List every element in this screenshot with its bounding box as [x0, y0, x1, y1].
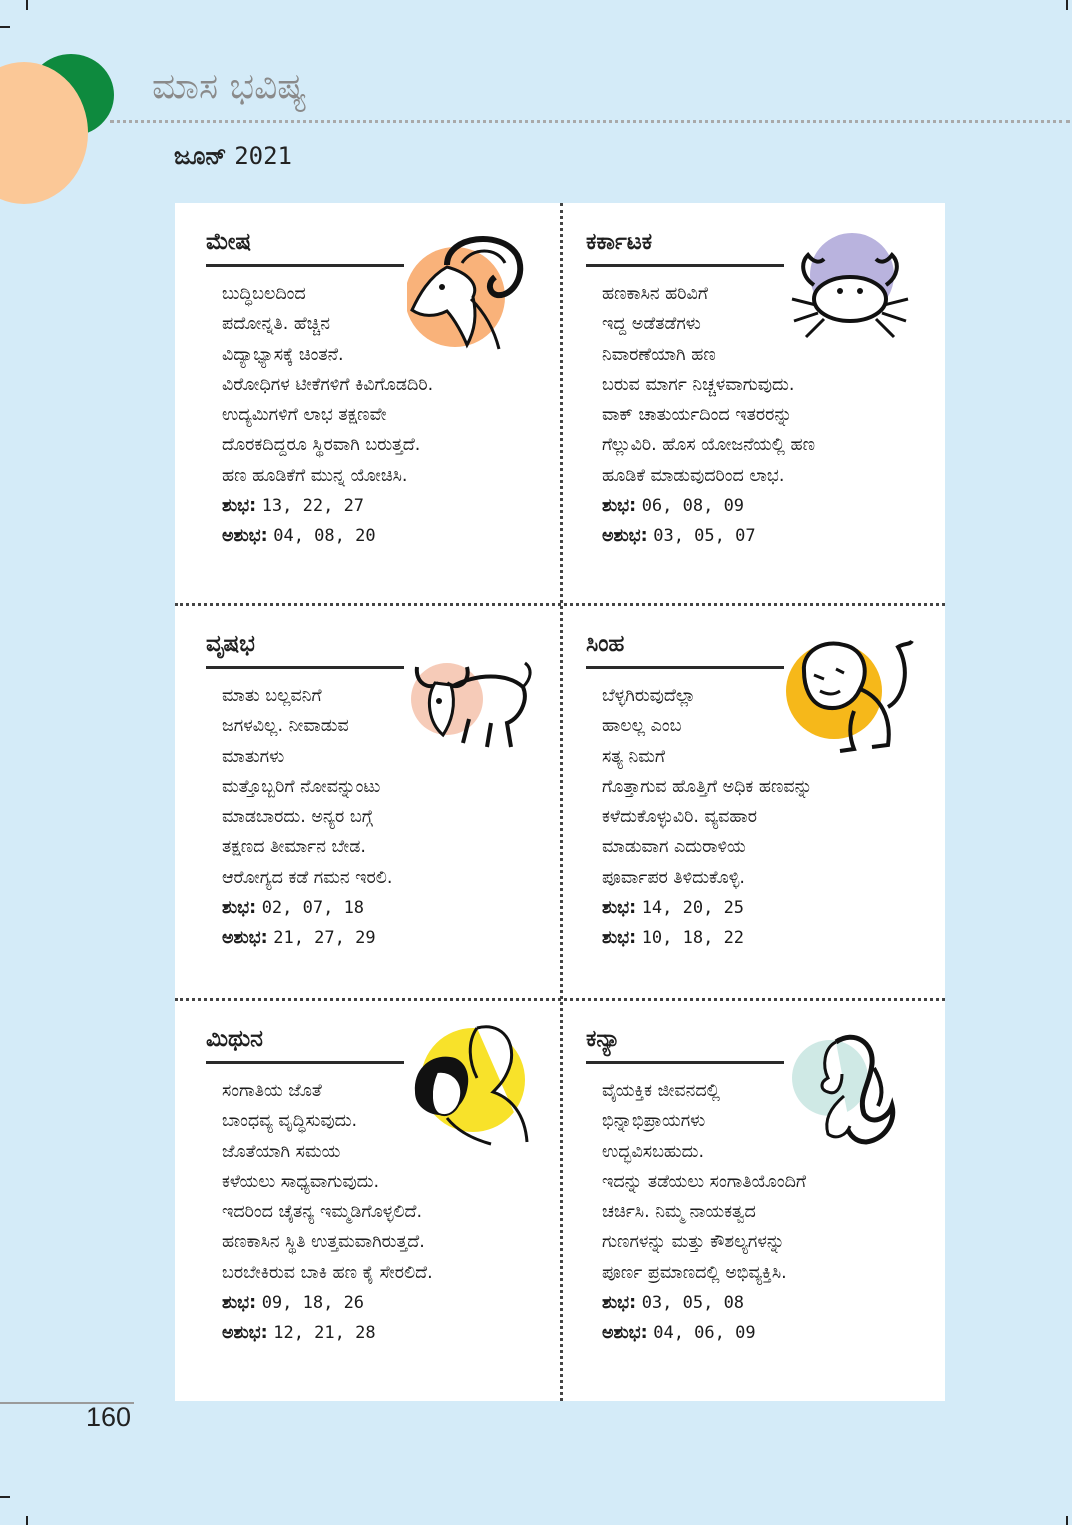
prediction-line: ನಿವಾರಣೆಯಾಗಿ ಹಣ	[602, 344, 716, 365]
sign-prediction	[602, 1076, 932, 1349]
sign-prediction	[222, 1076, 552, 1349]
lucky-label: ಶುಭ:	[222, 898, 257, 919]
sign-underline	[206, 264, 404, 267]
sign-underline	[586, 1061, 784, 1064]
month-heading	[174, 142, 292, 170]
unlucky-label: ಅಶುಭ:	[222, 526, 268, 547]
month-name: ಜೂನ್	[174, 142, 227, 170]
column-divider	[560, 203, 563, 1401]
prediction-line: ಭಿನ್ನಾಭಿಪ್ರಾಯಗಳು	[602, 1111, 706, 1132]
page-number: 160	[86, 1402, 132, 1432]
prediction-line: ಆರೋಗ್ಯದ ಕಡೆ ಗಮನ ಇರಲಿ.	[222, 867, 393, 888]
lucky-dates	[602, 893, 932, 923]
prediction-line: ಪೂರ್ವಾಪರ ತಿಳಿದುಕೊಳ್ಳಿ.	[602, 867, 745, 888]
unlucky-label: ಶುಭ:	[602, 928, 637, 949]
prediction-line: ಪದೋನ್ನತಿ. ಹೆಚ್ಚಿನ	[222, 314, 330, 335]
unlucky-dates	[602, 1318, 932, 1348]
lucky-label: ಶುಭ:	[602, 898, 637, 919]
month-year: 2021	[234, 142, 292, 170]
unlucky-dates	[602, 923, 932, 953]
lucky-value: 13, 22, 27	[261, 496, 365, 517]
prediction-line: ಮಾತು ಬಲ್ಲವನಿಗೆ	[222, 686, 322, 706]
unlucky-value: 04, 08, 20	[273, 526, 376, 547]
prediction-line: ಮಾತುಗಳು	[222, 746, 285, 767]
lucky-value: 06, 08, 09	[641, 496, 745, 517]
prediction-line: ಬುದ್ಧಿಬಲದಿಂದ	[222, 284, 306, 304]
prediction-line: ವಿರೋಧಿಗಳ ಟೀಕೆಗಳಿಗೆ ಕಿವಿಗೊಡದಿರಿ.	[222, 374, 434, 395]
sign-underline	[586, 666, 784, 669]
unlucky-label: ಅಶುಭ:	[222, 928, 268, 949]
unlucky-label: ಅಶುಭ:	[602, 526, 648, 547]
sign-name: ಸಿಂಹ	[586, 631, 625, 657]
prediction-line: ಸಂಗಾತಿಯ ಜೊತೆ	[222, 1081, 322, 1101]
prediction-line: ತಕ್ಷಣದ ತೀರ್ಮಾನ ಬೇಡ.	[222, 837, 366, 858]
prediction-line: ಪೂರ್ಣ ಪ್ರಮಾಣದಲ್ಲಿ ಅಭಿವ್ಯಕ್ತಿಸಿ.	[602, 1262, 787, 1283]
sign-prediction	[602, 681, 932, 954]
unlucky-dates	[602, 521, 932, 551]
crop-mark	[1066, 1516, 1068, 1525]
unlucky-value: 10, 18, 22	[641, 928, 745, 949]
sign-underline	[206, 1061, 404, 1064]
sign-name: ಕರ್ಕಾಟಕ	[586, 229, 653, 255]
prediction-line: ಬಾಂಧವ್ಯ ವೃದ್ಧಿಸುವುದು.	[222, 1111, 358, 1132]
lucky-label: ಶುಭ:	[602, 1293, 637, 1314]
lucky-label: ಶುಭ:	[222, 1293, 257, 1314]
prediction-line: ಗೆಲ್ಲುವಿರಿ. ಹೊಸ ಯೋಜನೆಯಲ್ಲಿ ಹಣ	[602, 435, 816, 456]
unlucky-dates	[222, 1318, 552, 1348]
unlucky-value: 21, 27, 29	[273, 928, 376, 949]
unlucky-label: ಅಶುಭ:	[602, 1323, 648, 1344]
prediction-line: ಕಳೆದುಕೊಳ್ಳುವಿರಿ. ವ್ಯವಹಾರ	[602, 807, 757, 828]
crop-mark	[0, 1496, 10, 1498]
prediction-line: ಮಾಡುವಾಗ ಎದುರಾಳಿಯ	[602, 837, 746, 858]
prediction-line: ಜಗಳವಿಲ್ಲ. ನೀವಾಡುವ	[222, 716, 349, 737]
row-divider	[175, 603, 945, 606]
crop-mark	[26, 0, 28, 10]
crop-mark	[26, 1516, 28, 1525]
prediction-line: ಮಾಡಬಾರದು. ಅನ್ಯರ ಬಗ್ಗೆ	[222, 807, 373, 828]
prediction-line: ಹಣಕಾಸಿನ ಹರಿವಿಗೆ	[602, 284, 708, 304]
prediction-line: ಕಳೆಯಲು ಸಾಧ್ಯವಾಗುವುದು.	[222, 1171, 380, 1192]
prediction-line: ಬರಬೇಕಿರುವ ಬಾಕಿ ಹಣ ಕೈ ಸೇರಲಿದೆ.	[222, 1262, 433, 1283]
page-title: ಮಾಸ ಭವಿಷ್ಯ	[152, 66, 307, 107]
sign-name: ವೃಷಭ	[206, 631, 255, 657]
sign-underline	[586, 264, 784, 267]
lucky-dates	[602, 1288, 932, 1318]
prediction-line: ಗುಣಗಳನ್ನು ಮತ್ತು ಕೌಶಲ್ಯಗಳನ್ನು	[602, 1232, 785, 1253]
prediction-line: ಮತ್ತೊಬ್ಬರಿಗೆ ನೋವನ್ನುಂಟು	[222, 776, 381, 797]
sign-prediction	[222, 279, 552, 552]
row-divider	[175, 998, 945, 1001]
unlucky-label: ಅಶುಭ:	[222, 1323, 268, 1344]
lucky-value: 02, 07, 18	[261, 898, 365, 919]
crop-mark	[0, 26, 10, 28]
prediction-line: ಇದರಿಂದ ಚೈತನ್ಯ ಇಮ್ಮಡಿಗೊಳ್ಳಲಿದೆ.	[222, 1202, 423, 1223]
lucky-dates	[222, 491, 552, 521]
unlucky-value: 04, 06, 09	[653, 1323, 756, 1344]
prediction-line: ಗೊತ್ತಾಗುವ ಹೊತ್ತಿಗೆ ಅಧಿಕ ಹಣವನ್ನು	[602, 776, 813, 797]
prediction-line: ಬರುವ ಮಾರ್ಗ ನಿಚ್ಚಳವಾಗುವುದು.	[602, 374, 795, 395]
prediction-line: ವೈಯಕ್ತಿಕ ಜೀವನದಲ್ಲಿ	[602, 1081, 720, 1101]
prediction-line: ಇದನ್ನು ತಡೆಯಲು ಸಂಗಾತಿಯೊಂದಿಗೆ	[602, 1171, 807, 1192]
prediction-line: ದೊರಕದಿದ್ದರೂ ಸ್ಥಿರವಾಗಿ ಬರುತ್ತದೆ.	[222, 435, 421, 456]
lucky-dates	[602, 491, 932, 521]
prediction-line: ಜೊತೆಯಾಗಿ ಸಮಯ	[222, 1141, 341, 1162]
sign-name: ಕನ್ಯಾ	[586, 1026, 621, 1052]
lucky-dates	[222, 893, 552, 923]
lucky-label: ಶುಭ:	[602, 496, 637, 517]
sign-name: ಮೇಷ	[206, 229, 252, 255]
prediction-line: ವಾಕ್ ಚಾತುರ್ಯದಿಂದ ಇತರರನ್ನು	[602, 405, 793, 426]
sign-prediction	[222, 681, 552, 954]
prediction-line: ಉದ್ಯಮಿಗಳಿಗೆ ಲಾಭ ತಕ್ಷಣವೇ	[222, 405, 387, 426]
prediction-line: ಹೂಡಿಕೆ ಮಾಡುವುದರಿಂದ ಲಾಭ.	[602, 465, 785, 486]
prediction-line: ಹಾಲಲ್ಲ ಎಂಬ	[602, 716, 682, 737]
lucky-label: ಶುಭ:	[222, 496, 257, 517]
sign-name: ಮಿಥುನ	[206, 1026, 263, 1052]
prediction-line: ಇದ್ದ ಅಡೆತಡೆಗಳು	[602, 314, 701, 335]
lucky-value: 14, 20, 25	[641, 898, 745, 919]
unlucky-value: 03, 05, 07	[653, 526, 756, 547]
prediction-line: ಬೆಳ್ಳಗಿರುವುದೆಲ್ಲಾ	[602, 686, 696, 706]
unlucky-value: 12, 21, 28	[273, 1323, 376, 1344]
prediction-line: ಸತ್ಯ ನಿಮಗೆ	[602, 746, 666, 767]
lucky-value: 03, 05, 08	[641, 1293, 745, 1314]
prediction-line: ಚರ್ಚಿಸಿ. ನಿಮ್ಮ ನಾಯಕತ್ವದ	[602, 1202, 756, 1223]
unlucky-dates	[222, 923, 552, 953]
prediction-line: ಹಣ ಹೂಡಿಕೆಗೆ ಮುನ್ನ ಯೋಚಿಸಿ.	[222, 465, 408, 486]
lucky-dates	[222, 1288, 552, 1318]
sign-underline	[206, 666, 404, 669]
sign-prediction	[602, 279, 932, 552]
prediction-line: ಹಣಕಾಸಿನ ಸ್ಥಿತಿ ಉತ್ತಮವಾಗಿರುತ್ತದೆ.	[222, 1232, 425, 1253]
lucky-value: 09, 18, 26	[261, 1293, 365, 1314]
prediction-line: ಉದ್ಭವಿಸಬಹುದು.	[602, 1141, 705, 1162]
unlucky-dates	[222, 521, 552, 551]
title-divider	[110, 120, 1070, 123]
crop-mark	[1066, 0, 1068, 10]
prediction-line: ವಿದ್ಯಾಭ್ಯಾಸಕ್ಕೆ ಚಿಂತನೆ.	[222, 344, 344, 365]
